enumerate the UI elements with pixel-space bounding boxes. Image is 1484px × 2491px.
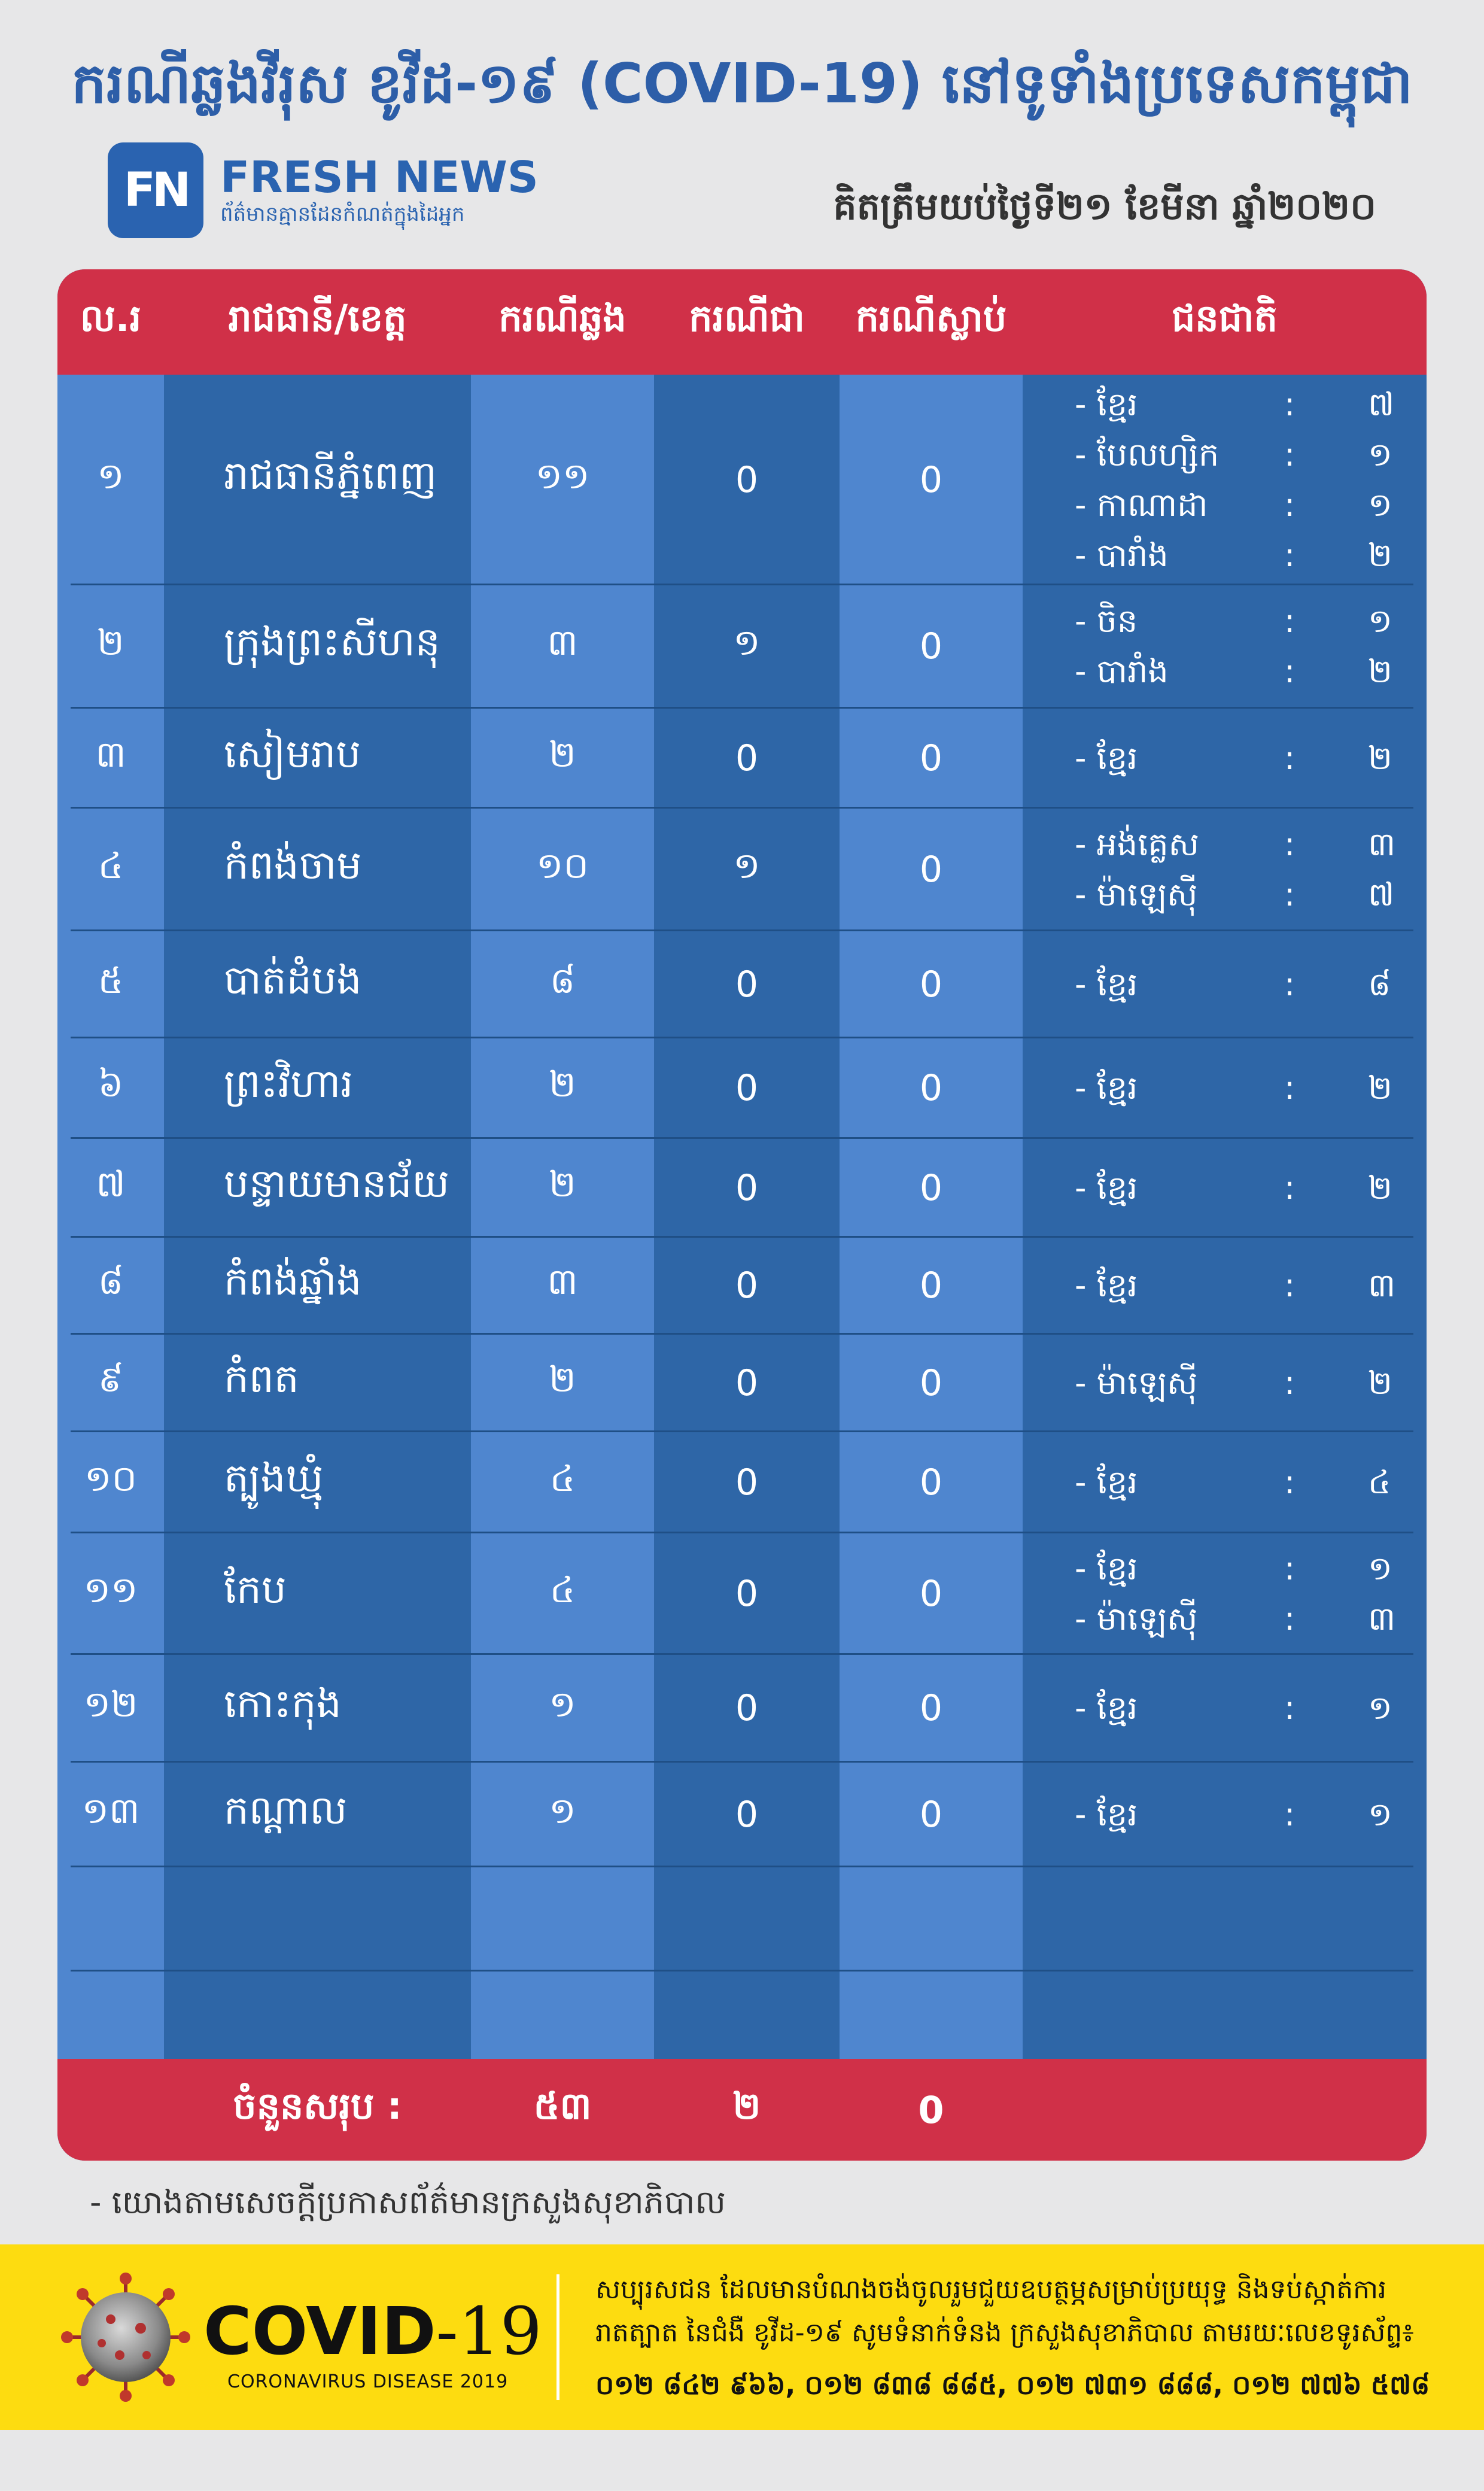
nationality-item	[1075, 480, 1410, 530]
nationality-name: - ខ្មែរ	[1075, 965, 1138, 1003]
coronavirus-icon	[60, 2271, 191, 2403]
cell-deaths: 0	[919, 737, 943, 779]
cell-recovered: ១	[733, 622, 761, 664]
header-recovered: ករណីជា	[689, 296, 805, 340]
nationality-name: - បារាំង	[1075, 536, 1169, 574]
cases-table	[57, 269, 1427, 2161]
nationality-item	[1075, 1457, 1410, 1508]
nationality-list	[1075, 1683, 1410, 1733]
nationality-count: ១	[1368, 435, 1392, 473]
cell-infected: ១	[549, 1684, 576, 1726]
cell-province: កំពង់ចាម	[224, 842, 362, 888]
nationality-sep: :	[1284, 1168, 1296, 1207]
nationality-item	[1075, 1358, 1410, 1408]
total-deaths: 0	[918, 2088, 944, 2132]
nationality-count: ៤	[1368, 1463, 1391, 1501]
nationality-name: - ខ្មែរ	[1075, 1069, 1138, 1107]
nationality-item	[1075, 1594, 1410, 1644]
nationality-count: ១	[1368, 485, 1392, 524]
cell-recovered: 0	[735, 458, 759, 501]
nationality-sep: :	[1284, 602, 1296, 640]
nationality-item	[1075, 1790, 1410, 1840]
cell-deaths: 0	[919, 1572, 943, 1615]
cell-no: ៧	[96, 1163, 126, 1205]
nationality-count: ២	[1368, 1363, 1392, 1402]
cell-no: ៨	[98, 1261, 124, 1303]
nationality-item	[1075, 1544, 1410, 1594]
cell-province: ក្រុងព្រះសីហនុ	[224, 619, 440, 665]
cell-no: ៩	[98, 1358, 124, 1401]
table-row	[57, 1334, 1427, 1432]
nationality-count: ៣	[1368, 825, 1396, 863]
nationality-name: - ខ្មែរ	[1075, 1168, 1138, 1207]
cell-province: បន្ទាយមានជ័យ	[224, 1160, 450, 1207]
cell-no: ១៣	[81, 1790, 140, 1832]
cell-province: សៀមរាប	[224, 730, 361, 777]
banner-divider	[556, 2274, 559, 2400]
nationality-count: ២	[1368, 1168, 1392, 1207]
nationality-item	[1075, 379, 1410, 430]
page-title: ករណីឆ្លងវីរុស ខូវីដ-១៩ (COVID-19) នៅទូទាំងប្រទេសកម្ពុជា	[71, 51, 1413, 116]
nationality-name: - ខ្មែរ	[1075, 739, 1138, 777]
cell-deaths: 0	[919, 1362, 943, 1404]
cell-province: រាជធានីភ្នំពេញ	[224, 452, 437, 499]
nationality-sep: :	[1284, 652, 1296, 690]
nationality-count: ៧	[1368, 875, 1395, 913]
cell-province: កំពង់ឆ្នាំង	[224, 1258, 362, 1304]
nationality-sep: :	[1284, 435, 1296, 473]
nationality-sep: :	[1284, 1266, 1296, 1304]
nationality-name: - កាណាដា	[1075, 485, 1208, 524]
nationality-item	[1075, 596, 1410, 646]
table-row	[57, 1237, 1427, 1334]
table-row	[57, 1138, 1427, 1237]
nationality-item	[1075, 1683, 1410, 1733]
cell-no: ៥	[98, 959, 124, 1002]
contact-phones: ០១២ ៨៤២ ៩៦៦, ០១២ ៨៣៨ ៨៨៥, ០១២ ៧៣១ ៨៨៨, ០១២ ៧៧៦ ៥៧៨	[595, 2370, 1430, 2401]
cell-province: កំពត	[224, 1355, 299, 1402]
nationality-item	[1075, 1260, 1410, 1311]
cell-no: ១	[97, 455, 124, 497]
covid-wordmark: COVID-19	[203, 2293, 542, 2370]
source-note: - យោងតាមសេចក្ដីប្រកាសព័ត៌មានក្រសួងសុខាភិបាល	[90, 2183, 726, 2221]
cell-province: ត្បូងឃ្មុំ	[224, 1454, 324, 1501]
nationality-list	[1075, 1063, 1410, 1113]
nationality-list	[1075, 596, 1410, 697]
nationality-item	[1075, 1163, 1410, 1213]
cell-deaths: 0	[919, 1166, 943, 1209]
nationality-name: - អង់គ្លេស	[1075, 825, 1200, 863]
nationality-count: ៣	[1368, 1599, 1396, 1638]
cell-recovered: 0	[735, 1461, 759, 1503]
cell-deaths: 0	[919, 1067, 943, 1109]
cell-deaths: 0	[919, 848, 943, 891]
nationality-list	[1075, 1260, 1410, 1311]
cell-province: កែប	[224, 1566, 287, 1612]
report-date: គិតត្រឹមយប់ថ្ងៃទី២១ ខែមីនា ឆ្នាំ២០២០	[833, 184, 1376, 228]
nationality-sep: :	[1284, 825, 1296, 863]
nationality-name: - បែលហ្សិក	[1075, 435, 1220, 473]
nationality-sep: :	[1284, 536, 1296, 574]
cell-recovered: 0	[735, 1362, 759, 1404]
nationality-item	[1075, 819, 1410, 870]
cell-recovered: 0	[735, 1067, 759, 1109]
contact-info	[595, 2268, 1433, 2407]
cell-no: ៣	[95, 733, 126, 776]
nationality-sep: :	[1284, 1363, 1296, 1402]
cell-infected: ៨	[549, 959, 576, 1002]
cell-province	[164, 1867, 471, 1971]
nationality-count: ២	[1368, 739, 1392, 777]
cell-recovered: 0	[735, 1166, 759, 1209]
nationality-list	[1075, 959, 1410, 1010]
nationality-item	[1075, 530, 1410, 581]
cell-infected: ១០	[536, 844, 589, 887]
total-infected: ៥៣	[533, 2083, 592, 2128]
cell-recovered	[654, 1867, 840, 1971]
nationality-list	[1075, 1544, 1410, 1644]
cell-infected: ៤	[549, 1569, 576, 1611]
cell-infected: ៣	[547, 1261, 578, 1303]
nationality-list	[1075, 1790, 1410, 1840]
cell-no	[57, 1867, 164, 1971]
nationality-name: - ខ្មែរ	[1075, 1463, 1138, 1501]
cell-infected: ២	[549, 1064, 576, 1105]
fresh-news-logo	[108, 142, 539, 238]
cell-province: បាត់ដំបង	[224, 956, 362, 1003]
nationality-name: - ខ្មែរ	[1075, 1689, 1138, 1727]
cell-infected: ៣	[547, 622, 578, 664]
nationality-item	[1075, 1063, 1410, 1113]
nationality-sep: :	[1284, 1069, 1296, 1107]
cell-province: កណ្តាល	[224, 1787, 348, 1833]
nationality-list	[1075, 819, 1410, 920]
nationality-sep: :	[1284, 1795, 1296, 1833]
nationality-name: - ខ្មែរ	[1075, 385, 1138, 423]
cell-recovered: 0	[735, 1793, 759, 1836]
header-province: រាជធានី/ខេត្ត	[228, 296, 407, 340]
cell-deaths: 0	[919, 1687, 943, 1729]
covid-banner	[0, 2244, 1484, 2430]
cell-deaths: 0	[919, 625, 943, 667]
cell-infected: ២	[549, 1358, 576, 1401]
header-nationality: ជនជាតិ	[1171, 296, 1278, 340]
logo-tagline: ព័ត៌មានគ្មានដែនកំណត់ក្នុងដៃអ្នក	[220, 202, 465, 226]
nationality-count: ៣	[1368, 1266, 1396, 1304]
nationality-list	[1075, 1163, 1410, 1213]
cell-infected: ២	[549, 1163, 576, 1205]
header-no: ល.រ	[80, 296, 142, 340]
nationality-list	[1075, 379, 1410, 581]
nationality-name: - ខ្មែរ	[1075, 1795, 1138, 1833]
cell-no: ១០	[84, 1457, 137, 1500]
cell-infected: ២	[549, 733, 576, 776]
cell-province: ព្រះវិហារ	[224, 1061, 354, 1107]
table-row	[57, 1533, 1427, 1654]
cell-no: ១២	[83, 1684, 138, 1726]
nationality-name: - បារាំង	[1075, 652, 1169, 690]
nationality-count: ១	[1368, 602, 1392, 640]
cell-no: ១១	[83, 1569, 138, 1611]
table-row	[57, 808, 1427, 931]
cell-no: ២	[97, 622, 124, 664]
nationality-item	[1075, 870, 1410, 920]
nationality-sep: :	[1284, 739, 1296, 777]
cell-deaths	[840, 1867, 1023, 1971]
table-row	[57, 1038, 1427, 1138]
nationality-item	[1075, 646, 1410, 697]
nationality-sep: :	[1284, 385, 1296, 423]
nationality-count: ១	[1368, 1549, 1392, 1587]
nationality-count: ២	[1368, 536, 1392, 574]
nationality-item	[1075, 959, 1410, 1010]
cell-infected: ១១	[535, 455, 590, 497]
cell-recovered: 0	[735, 1687, 759, 1729]
header-infected: ករណីឆ្លង	[498, 296, 627, 340]
cell-infected: ១	[549, 1790, 576, 1832]
nationality-list	[1075, 733, 1410, 783]
table-row	[57, 1762, 1427, 1867]
nationality-name: - ខ្មែរ	[1075, 1549, 1138, 1587]
table-row	[57, 931, 1427, 1038]
cell-no: ៦	[98, 1064, 124, 1105]
nationality-sep: :	[1284, 965, 1296, 1003]
cell-recovered: 0	[735, 1265, 759, 1307]
nationality-sep: :	[1284, 1549, 1296, 1587]
nationality-sep: :	[1284, 1599, 1296, 1638]
nationality-sep: :	[1284, 875, 1296, 913]
cell-recovered: 0	[735, 963, 759, 1005]
cell-deaths: 0	[919, 963, 943, 1005]
cell-recovered: 0	[735, 1572, 759, 1615]
contact-text: សប្បុរសជន ដែលមានបំណងចង់ចូលរួមជួយឧបត្ថម្ភសម្រាប់ប្រយុទ្ធ និងទប់ស្កាត់ការរាតត្បាត នៃជំងឺ ខូវីដ-១៩ សូមទំនាក់ទំនង ក្រសួងសុខាភិបាល តាមរយៈលេខទូរស័ព្ទ៖	[595, 2274, 1414, 2348]
cell-recovered: 0	[735, 737, 759, 779]
cell-deaths: 0	[919, 1793, 943, 1836]
table-row	[57, 1867, 1427, 1971]
nationality-item	[1075, 733, 1410, 783]
cell-recovered: ១	[733, 844, 761, 887]
nationality-list	[1075, 1358, 1410, 1408]
nationality-name: - ខ្មែរ	[1075, 1266, 1138, 1304]
logo-name: FRESH NEWS	[220, 152, 539, 202]
table-row	[57, 708, 1427, 808]
cell-infected: ៤	[549, 1457, 576, 1500]
logo-mark: FN	[108, 142, 203, 238]
table-row	[57, 375, 1427, 585]
covid-subtitle: CORONAVIRUS DISEASE 2019	[227, 2371, 509, 2392]
nationality-count: ៨	[1368, 965, 1391, 1003]
total-label: ចំនួនសរុប :	[233, 2083, 402, 2128]
nationality-name: - ចិន	[1075, 602, 1138, 640]
nationality-name: - ម៉ាឡេស៊ី	[1075, 875, 1198, 913]
cell-deaths: 0	[919, 1461, 943, 1503]
nationality-count: ៧	[1368, 385, 1395, 423]
cell-no: ៤	[98, 844, 124, 887]
total-recovered: ២	[732, 2083, 761, 2128]
table-row	[57, 585, 1427, 708]
nationality-count: ២	[1368, 1069, 1392, 1107]
nationality-name: - ម៉ាឡេស៊ី	[1075, 1363, 1198, 1402]
cell-deaths: 0	[919, 458, 943, 501]
table-row	[57, 1432, 1427, 1533]
nationality-list	[1075, 1457, 1410, 1508]
cell-province: កោះកុង	[224, 1681, 342, 1727]
nationality-count: ២	[1368, 652, 1392, 690]
nationality-sep: :	[1284, 1463, 1296, 1501]
cell-deaths: 0	[919, 1265, 943, 1307]
nationality-count: ១	[1368, 1689, 1392, 1727]
table-row	[57, 1654, 1427, 1762]
nationality-sep: :	[1284, 485, 1296, 524]
nationality-item	[1075, 430, 1410, 480]
nationality-name: - ម៉ាឡេស៊ី	[1075, 1599, 1198, 1638]
header-deaths: ករណីស្លាប់	[855, 296, 1007, 340]
cell-infected	[471, 1867, 654, 1971]
nationality-sep: :	[1284, 1689, 1296, 1727]
nationality-count: ១	[1368, 1795, 1392, 1833]
